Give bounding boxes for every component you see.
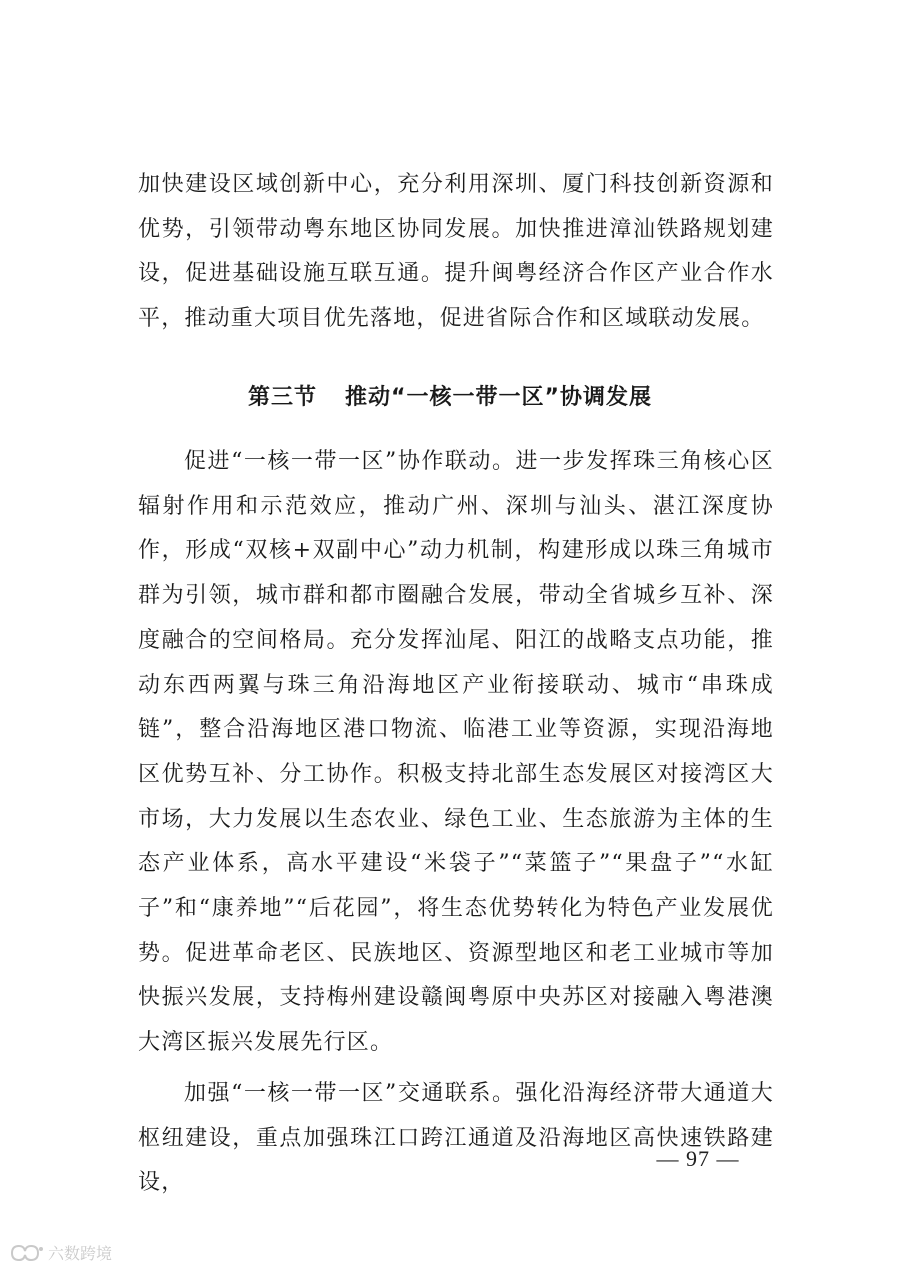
main-text-block bbox=[138, 440, 774, 1206]
top-paragraph: 加快建设区域创新中心，充分利用深圳、厦门科技创新资源和优势，引领带动粤东地区协同发展。加快推进漳汕铁路规划建设，促进基础设施互联互通。提升闽粤经济合作区产业合作水平，推动重大项目优先落地，促进省际合作和区域联动发展。 bbox=[138, 172, 774, 332]
paragraph-coordination: 促进“一核一带一区”协作联动。进一步发挥珠三角核心区辐射作用和示范效应，推动广州、深圳与汕头、湛江深度协作，形成“双核+双副中心”动力机制，构建形成以珠三角城市群为引领，城市群和都市圈融合发展，带动全省城乡互补、深度融合的空间格局。充分发挥汕尾、阳江的战略支点功能，推动东西两翼与珠三角沿海地区产业衔接联动、城市“串珠成链”，整合沿海地区港口物流、临港工业等资源，实现沿海地区优势互补、分工协作。积极支持北部生态发展区对接湾区大市场，大力发展以生态农业、绿色工业、生态旅游为主体的生态产业体系，高水平建设“米袋子”“菜篮子”“果盘子”“水缸子”和“康养地”“后花园”，将生态优势转化为特色产业发展优势。促进革命老区、民族地区、资源型地区和老工业城市等加快振兴发展，支持梅州建设赣闽粤原中央苏区对接融入粤港澳大湾区振兴发展先行区。 bbox=[138, 449, 774, 1056]
page-number: — 97 — bbox=[656, 1146, 740, 1171]
section-heading bbox=[0, 380, 900, 416]
top-paragraph-block bbox=[138, 163, 774, 342]
logo-icon bbox=[10, 1244, 44, 1262]
paragraph-transport: 加强“一核一带一区”交通联系。强化沿海经济带大通道大枢纽建设，重点加强珠江口跨江通道及沿海地区高快速铁路建设， bbox=[138, 1080, 774, 1196]
section-title: 推动“一核一带一区”协调发展 bbox=[345, 385, 652, 410]
watermark bbox=[10, 1241, 112, 1264]
watermark-text: 六数跨境 bbox=[48, 1244, 113, 1263]
section-number: 第三节 bbox=[248, 385, 318, 410]
